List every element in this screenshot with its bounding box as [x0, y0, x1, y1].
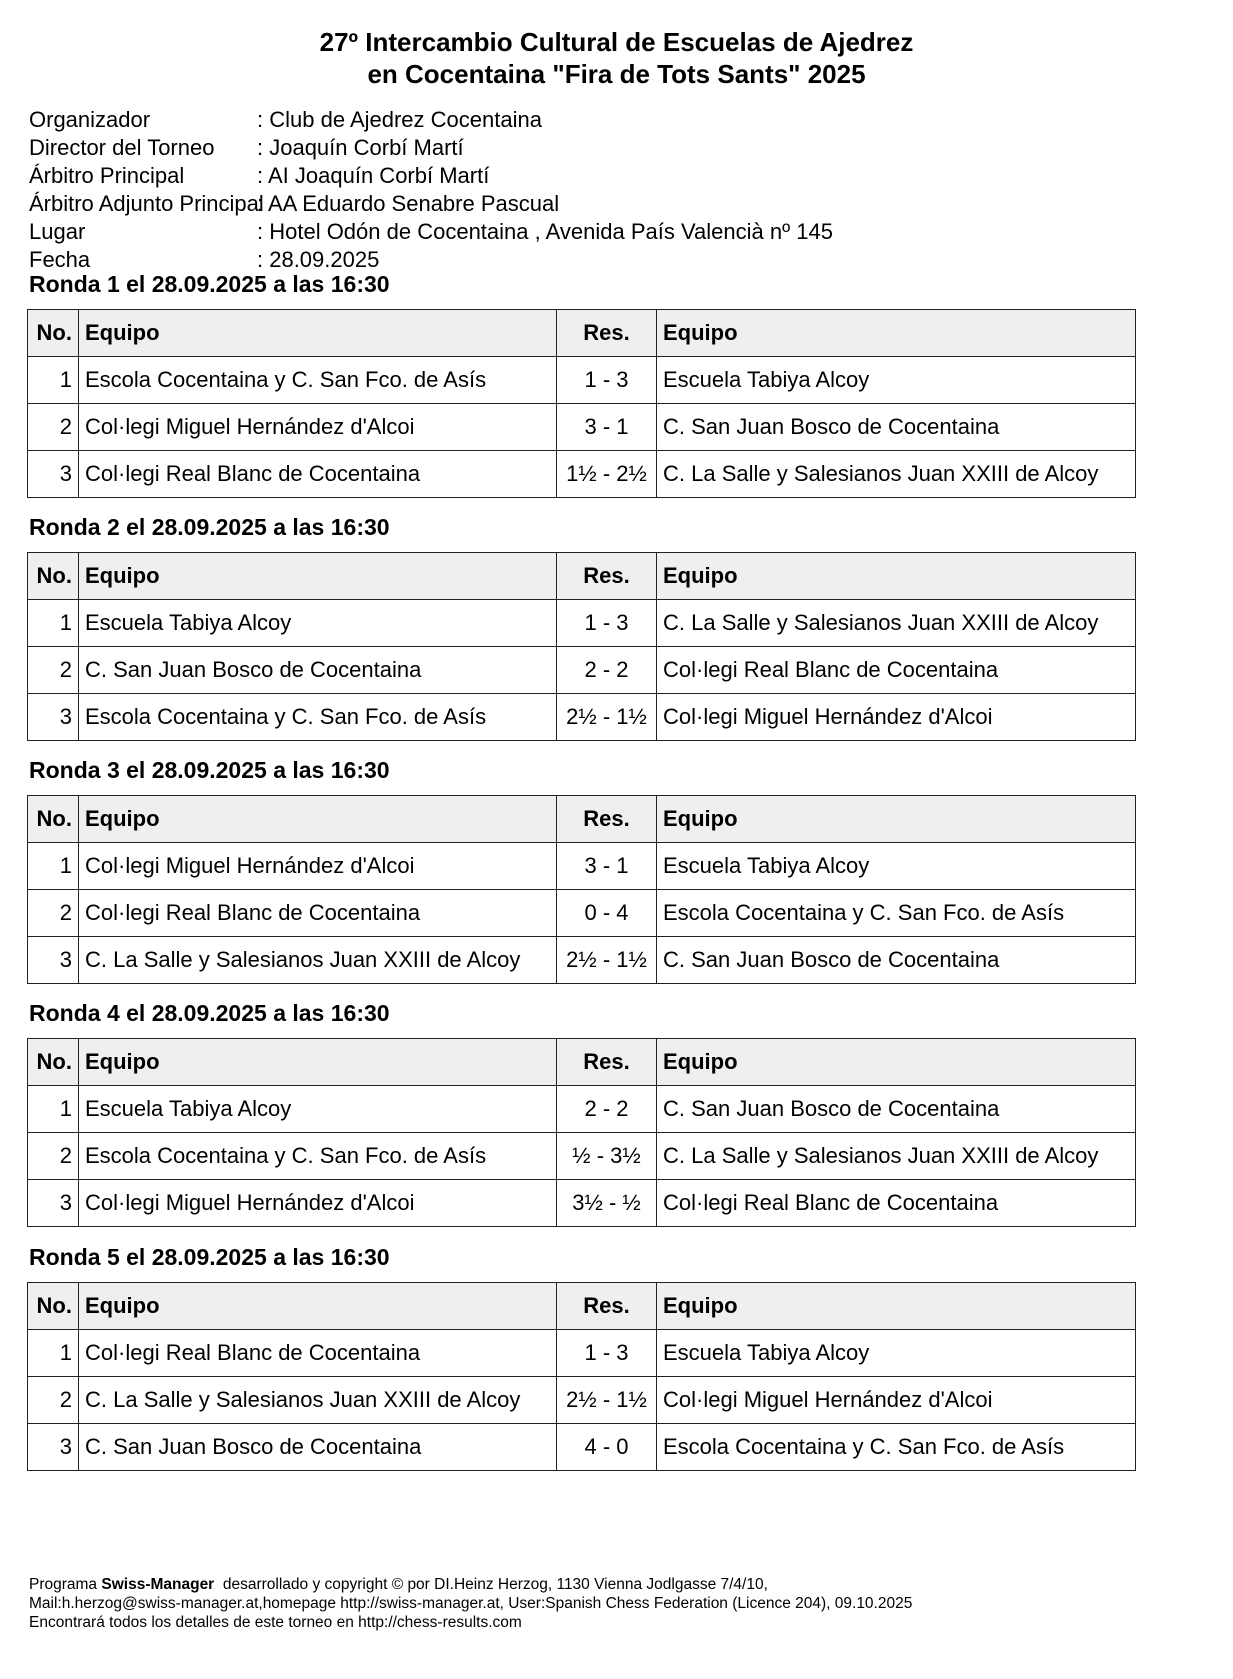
match-result: 2½ - 1½ [557, 1377, 657, 1424]
table-row [28, 1330, 1136, 1377]
team-1-name: Col·legi Real Blanc de Cocentaina [79, 1330, 557, 1377]
document-title [0, 26, 1233, 90]
table-row [28, 890, 1136, 937]
match-result: 3 - 1 [557, 404, 657, 451]
footer-copyright: desarrollado y copyright © por DI.Heinz Herzog, 1130 Vienna Jodlgasse 7/4/10, [214, 1576, 768, 1593]
info-label: Lugar [29, 219, 86, 244]
team-2-name: Escuela Tabiya Alcoy [657, 357, 1136, 404]
info-label: Árbitro Principal [29, 163, 185, 188]
table-header-row [28, 1039, 1136, 1086]
footer-line-3: Encontrará todos los detalles de este torneo en http://chess-results.com [29, 1614, 522, 1631]
column-header-result: Res. [557, 796, 657, 843]
board-number: 3 [28, 937, 79, 984]
round-title: Ronda 1 el 28.09.2025 a las 16:30 [29, 271, 390, 297]
column-header-team-2: Equipo [657, 310, 1136, 357]
column-header-no: No. [28, 796, 79, 843]
team-2-name: Col·legi Real Blanc de Cocentaina [657, 1180, 1136, 1227]
title-line-1: 27º Intercambio Cultural de Escuelas de Ajedrez [319, 27, 914, 57]
team-1-name: Col·legi Real Blanc de Cocentaina [79, 890, 557, 937]
board-number: 1 [28, 600, 79, 647]
board-number: 1 [28, 357, 79, 404]
team-2-name: Escola Cocentaina y C. San Fco. de Asís [657, 1424, 1136, 1471]
column-header-result: Res. [557, 1283, 657, 1330]
match-result: ½ - 3½ [557, 1133, 657, 1180]
board-number: 2 [28, 890, 79, 937]
title-line-2: en Cocentaina "Fira de Tots Sants" 2025 [367, 59, 866, 89]
pairings-table [27, 552, 1136, 741]
footer-line-1 [29, 1575, 912, 1594]
table-row [28, 1377, 1136, 1424]
match-result: 0 - 4 [557, 890, 657, 937]
info-value: : AI Joaquín Corbí Martí [257, 163, 490, 188]
round-title: Ronda 3 el 28.09.2025 a las 16:30 [29, 757, 390, 783]
board-number: 3 [28, 1180, 79, 1227]
column-header-no: No. [28, 1039, 79, 1086]
column-header-team-2: Equipo [657, 553, 1136, 600]
info-value: : AA Eduardo Senabre Pascual [257, 191, 560, 216]
board-number: 2 [28, 1377, 79, 1424]
column-header-result: Res. [557, 1039, 657, 1086]
program-name: Swiss-Manager [101, 1576, 215, 1593]
info-value: : Club de Ajedrez Cocentaina [257, 107, 542, 132]
column-header-no: No. [28, 1283, 79, 1330]
footer-line-2: Mail:h.herzog@swiss-manager.at,homepage http://swiss-manager.at, User:Spanish Chess Federation (Licence 204), 09.10.2025 [29, 1595, 913, 1612]
table-row [28, 843, 1136, 890]
board-number: 3 [28, 694, 79, 741]
info-value: : Joaquín Corbí Martí [257, 135, 464, 160]
info-value: : 28.09.2025 [257, 247, 380, 272]
table-header-row [28, 796, 1136, 843]
team-2-name: Escuela Tabiya Alcoy [657, 843, 1136, 890]
footer [29, 1575, 912, 1632]
team-2-name: C. San Juan Bosco de Cocentaina [657, 937, 1136, 984]
pairings-table [27, 795, 1136, 984]
team-1-name: C. San Juan Bosco de Cocentaina [79, 647, 557, 694]
match-result: 4 - 0 [557, 1424, 657, 1471]
board-number: 1 [28, 843, 79, 890]
match-result: 1 - 3 [557, 357, 657, 404]
column-header-result: Res. [557, 553, 657, 600]
info-label: Fecha [29, 247, 91, 272]
team-2-name: Col·legi Real Blanc de Cocentaina [657, 647, 1136, 694]
board-number: 2 [28, 404, 79, 451]
match-result: 3½ - ½ [557, 1180, 657, 1227]
table-row [28, 647, 1136, 694]
table-row [28, 1086, 1136, 1133]
pairings-table [27, 1282, 1136, 1471]
table-header-row [28, 1283, 1136, 1330]
info-value: : Hotel Odón de Cocentaina , Avenida País Valencià nº 145 [257, 219, 833, 244]
match-result: 2½ - 1½ [557, 694, 657, 741]
team-1-name: Col·legi Miguel Hernández d'Alcoi [79, 843, 557, 890]
team-1-name: C. La Salle y Salesianos Juan XXIII de Alcoy [79, 937, 557, 984]
match-result: 1 - 3 [557, 1330, 657, 1377]
team-2-name: C. La Salle y Salesianos Juan XXIII de Alcoy [657, 451, 1136, 498]
table-row [28, 1424, 1136, 1471]
info-label: Árbitro Adjunto Principal [29, 191, 264, 216]
table-row [28, 1180, 1136, 1227]
team-2-name: C. La Salle y Salesianos Juan XXIII de Alcoy [657, 600, 1136, 647]
column-header-team-1: Equipo [79, 553, 557, 600]
pairings-table [27, 309, 1136, 498]
match-result: 1½ - 2½ [557, 451, 657, 498]
table-row [28, 694, 1136, 741]
column-header-team-2: Equipo [657, 796, 1136, 843]
table-row [28, 1133, 1136, 1180]
column-header-no: No. [28, 553, 79, 600]
board-number: 3 [28, 1424, 79, 1471]
table-header-row [28, 553, 1136, 600]
column-header-result: Res. [557, 310, 657, 357]
match-result: 3 - 1 [557, 843, 657, 890]
pairings-table [27, 1038, 1136, 1227]
board-number: 3 [28, 451, 79, 498]
table-row [28, 357, 1136, 404]
column-header-team-1: Equipo [79, 796, 557, 843]
team-1-name: Escuela Tabiya Alcoy [79, 1086, 557, 1133]
team-2-name: Escuela Tabiya Alcoy [657, 1330, 1136, 1377]
column-header-team-1: Equipo [79, 1039, 557, 1086]
team-1-name: Col·legi Real Blanc de Cocentaina [79, 451, 557, 498]
match-result: 2½ - 1½ [557, 937, 657, 984]
table-row [28, 451, 1136, 498]
team-2-name: Escola Cocentaina y C. San Fco. de Asís [657, 890, 1136, 937]
team-1-name: C. San Juan Bosco de Cocentaina [79, 1424, 557, 1471]
team-1-name: Escola Cocentaina y C. San Fco. de Asís [79, 694, 557, 741]
table-row [28, 937, 1136, 984]
board-number: 1 [28, 1330, 79, 1377]
team-2-name: Col·legi Miguel Hernández d'Alcoi [657, 1377, 1136, 1424]
column-header-team-1: Equipo [79, 1283, 557, 1330]
footer-prefix: Programa [29, 1576, 102, 1593]
column-header-no: No. [28, 310, 79, 357]
round-title: Ronda 4 el 28.09.2025 a las 16:30 [29, 1000, 390, 1026]
table-row [28, 600, 1136, 647]
team-2-name: C. San Juan Bosco de Cocentaina [657, 1086, 1136, 1133]
board-number: 1 [28, 1086, 79, 1133]
column-header-team-1: Equipo [79, 310, 557, 357]
match-result: 1 - 3 [557, 600, 657, 647]
board-number: 2 [28, 647, 79, 694]
info-label: Organizador [29, 107, 151, 132]
info-label: Director del Torneo [29, 135, 215, 160]
match-result: 2 - 2 [557, 1086, 657, 1133]
column-header-team-2: Equipo [657, 1039, 1136, 1086]
team-1-name: Escuela Tabiya Alcoy [79, 600, 557, 647]
team-1-name: C. La Salle y Salesianos Juan XXIII de Alcoy [79, 1377, 557, 1424]
table-row [28, 404, 1136, 451]
match-result: 2 - 2 [557, 647, 657, 694]
round-title: Ronda 2 el 28.09.2025 a las 16:30 [29, 514, 390, 540]
table-header-row [28, 310, 1136, 357]
round-title: Ronda 5 el 28.09.2025 a las 16:30 [29, 1244, 390, 1270]
team-1-name: Escola Cocentaina y C. San Fco. de Asís [79, 357, 557, 404]
board-number: 2 [28, 1133, 79, 1180]
team-1-name: Col·legi Miguel Hernández d'Alcoi [79, 1180, 557, 1227]
team-2-name: C. San Juan Bosco de Cocentaina [657, 404, 1136, 451]
column-header-team-2: Equipo [657, 1283, 1136, 1330]
team-1-name: Col·legi Miguel Hernández d'Alcoi [79, 404, 557, 451]
team-1-name: Escola Cocentaina y C. San Fco. de Asís [79, 1133, 557, 1180]
team-2-name: C. La Salle y Salesianos Juan XXIII de Alcoy [657, 1133, 1136, 1180]
team-2-name: Col·legi Miguel Hernández d'Alcoi [657, 694, 1136, 741]
